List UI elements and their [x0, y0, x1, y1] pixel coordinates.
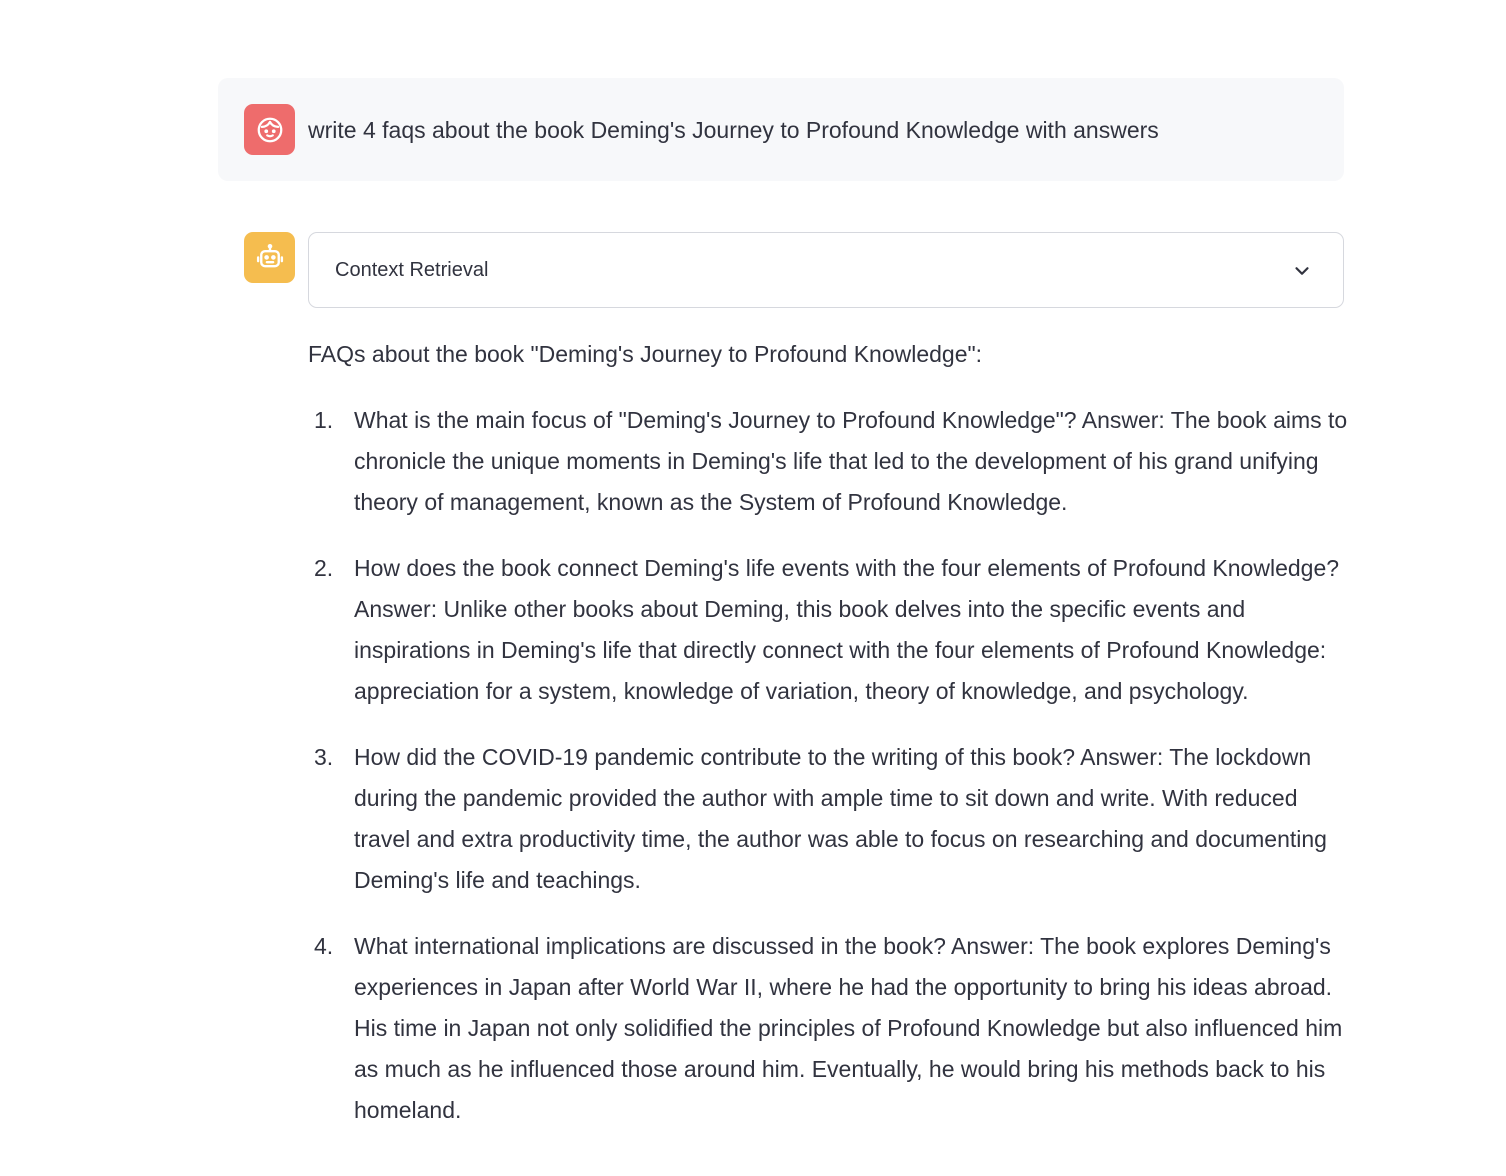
user-message-text: write 4 faqs about the book Deming's Journey to Profound Knowledge with answers [308, 117, 1159, 143]
context-retrieval-expander[interactable] [308, 232, 1344, 308]
faq-text: What international implications are discussed in the book? Answer: The book explores Deming's experiences in Japan after World War II, where he had the opportunity to bring his ideas abroad. His time in Japan not only solidified the principles of Profound Knowledge but also influenced him as much as he influenced those around him. Eventually, he would bring his methods back to his homeland. [354, 933, 1343, 1123]
faq-item [308, 737, 1348, 901]
faq-item [308, 548, 1348, 712]
faq-number: 2. [314, 555, 334, 581]
faq-number: 3. [314, 744, 334, 770]
faq-item [308, 926, 1348, 1131]
faq-text: How does the book connect Deming's life events with the four elements of Profound Knowledge? Answer: Unlike other books about Deming, this book delves into the specific events and inspirations in Deming's life that directly connect with the four elements of Profound Knowledge: appreciation for a system, knowledge of variation, theory of knowledge, and psychology. [354, 555, 1340, 704]
faq-number: 4. [314, 933, 334, 959]
faq-number: 1. [314, 407, 334, 433]
answer-intro: FAQs about the book "Deming's Journey to Profound Knowledge": [308, 341, 983, 367]
user-face-icon [255, 115, 285, 145]
faq-list [308, 400, 1348, 1131]
user-avatar [244, 104, 295, 155]
chevron-down-icon[interactable] [1291, 260, 1313, 282]
user-message [218, 78, 1344, 181]
robot-icon [255, 243, 285, 273]
faq-text: How did the COVID-19 pandemic contribute to the writing of this book? Answer: The lockdown during the pandemic provided the author with ample time to sit down and write. With reduced travel and extra productivity time, the author was able to focus on researching and documenting Deming's life and teachings. [354, 744, 1327, 893]
expander-label: Context Retrieval [335, 259, 489, 281]
faq-item [308, 400, 1348, 523]
assistant-message-content [308, 334, 1348, 1156]
faq-text: What is the main focus of "Deming's Journey to Profound Knowledge"? Answer: The book aims to chronicle the unique moments in Deming's life that led to the development of his grand unifying theory of management, known as the System of Profound Knowledge. [354, 407, 1348, 515]
assistant-avatar [244, 232, 295, 283]
